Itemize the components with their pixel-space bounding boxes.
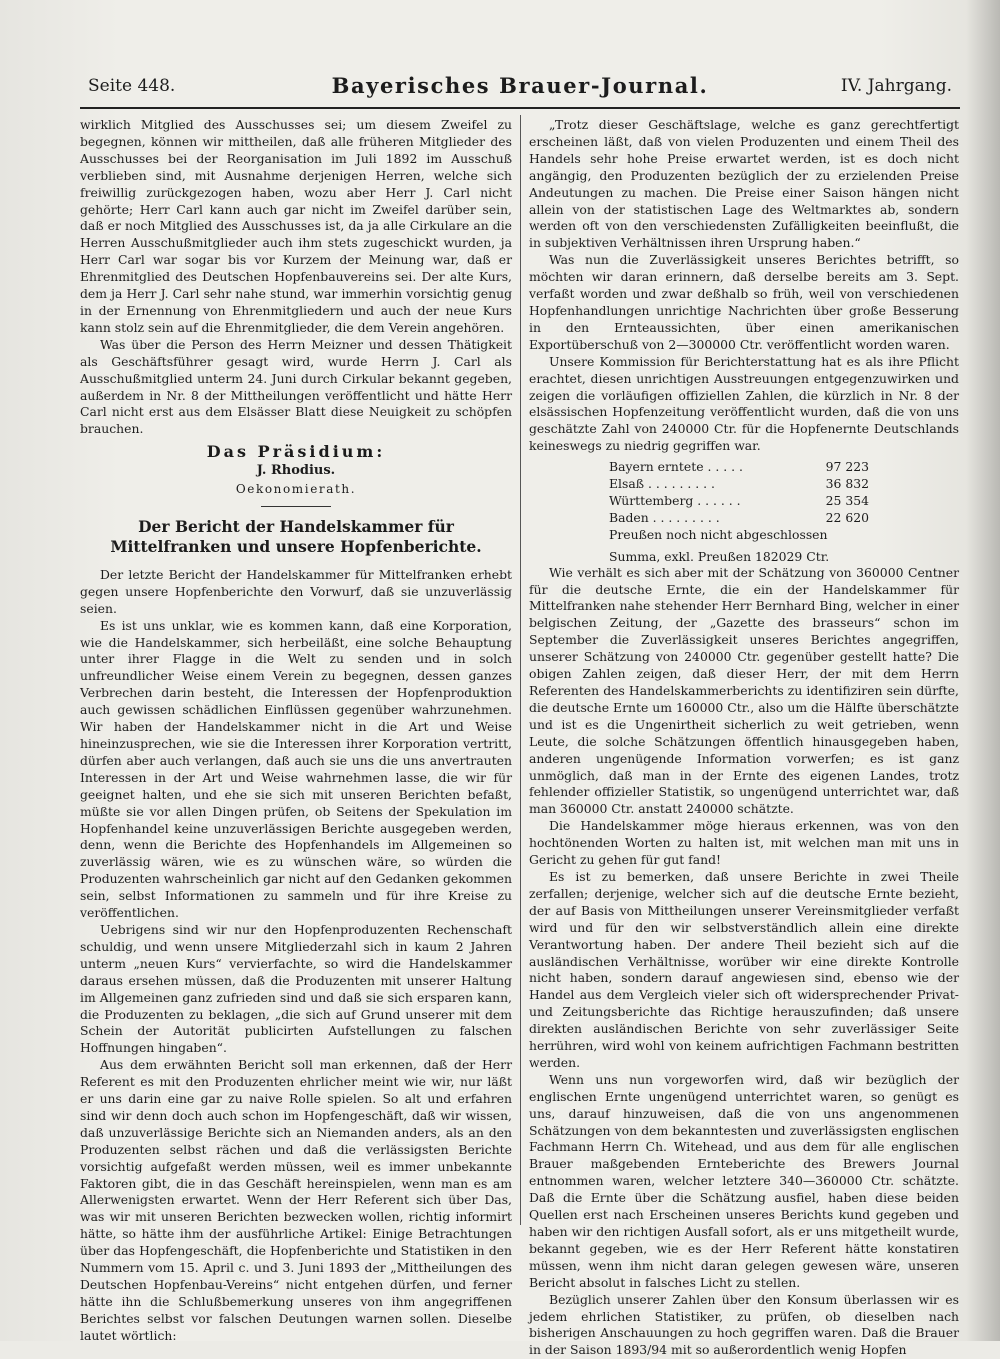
row-label: Elsaß . . . . . . . . . (609, 476, 715, 492)
row-value: 97 223 (825, 459, 869, 475)
page-header (88, 73, 952, 106)
paragraph: Unsere Kommission für Berichterstattung hat es als ihre Pflicht erachtet, diesen unrichtigen Ausstreuungen entgegenzuwirken und zeigen die vorläufigen offiziellen Zahlen, die kürzlich in Nr. 8 der elsässischen Hopfenzeitung veröffentlicht wurden, daß die von uns geschätzte Zahl von 240000 Ctr. für die Hopfenernte Deutschlands keineswegs zu niedrig gegriffen war. (529, 353, 959, 454)
harvest-total: Summa, exkl. Preußen 182029 Ctr. (609, 548, 830, 564)
paragraph: Die Handelskammer möge hieraus erkennen, was von den hochtönenden Worten zu halten ist, mit welchen man mit uns in Gericht zu gehen für gut fand! (529, 818, 959, 868)
quoted-paragraph: „Trotz dieser Geschäftslage, welche es ganz gerechtfertigt erscheinen läßt, daß von vielen Produzenten und einem Theil des Handels sehr hohe Preise erwartet werden, ist es doch nicht angängig, den Produzenten bezüglich der zu erzielenden Preise Andeutungen zu machen. Die Preise einer Saison hängen nicht allein von der statistischen Lage des Weltmarktes ab, sondern werden oft von den verschiedensten Zufälligkeiten beeinflußt, die in subjektiven Verhältnissen ihren Ursprung haben.“ (529, 117, 959, 251)
paragraph: wirklich Mitglied des Ausschusses sei; um diesem Zweifel zu begegnen, können wir mittheilen, daß alle früheren Mitglieder des Ausschusses bei der Reorganisation im Juli 1892 im Ausschuß verblieben sind, mit Ausnahme derjenigen Herren, welche sich freiwillig zurückgezogen haben, wozu aber Herr J. Carl nicht gehörte; Herr Carl kann auch gar nicht im Zweifel darüber sein, daß er noch Mitglied des Ausschusses ist, da ja alle Cirkulare an die Herren Ausschußmitglieder auch ihm stets zugeschickt wurden, ja Herr Carl war sogar bis vor Kurzem der Meinung war, daß er Ehrenmitglied des Deutschen Hopfenbauvereins sei. Der alte Kurs, dem ja Herr J. Carl sehr nahe stund, war immerhin vorsichtig genug in der Ernennung von Ehrenmitgliedern und auch der neue Kurs kann stolz sein auf die Ehrenmitglieder, die dem Verein angehören. (80, 117, 512, 335)
paragraph: Wie verhält es sich aber mit der Schätzung von 360000 Centner für die deutsche Ernte, die ein der Handelskammer für Mittelfranken nahe stehender Herr Bernhard Bing, welcher in einer belgischen Zeitung, der „Gazette des brasseurs“ schon im September die Zuverlässigkeit unseres Berichtes angegriffen, unserer Schätzung von 240000 Ctr. gegenüber gestellt hatte? Die obigen Zahlen zeigen, daß dieser Herr, der mit dem Herrn Referenten des Handelskammerberichts zu identifiziren sein dürfte, die deutsche Ernte um 160000 Ctr., also um die Hälfte überschätzte und ist es die Ungenirtheit sicherlich zu weit getrieben, wenn Leute, die solche Schätzungen öffentlich hinausgegeben haben, anderen ungenügende Information vorwerfen; es ist ganz unmöglich, daß man in der Ernte des eigenen Landes, trotz fehlender offizieller Statistik, so ungenügend unterrichtet war, daß man 360000 Ctr. anstatt 240000 schätzte. (529, 564, 959, 817)
row-value: 36 832 (825, 476, 869, 492)
column-divider (520, 115, 521, 1225)
paragraph: Bezüglich unserer Zahlen über den Konsum überlassen wir es jedem ehrlichen Statistiker, zu prüfen, ob dieselben nach bisherigen Anschauungen zu hoch gegriffen waren. Daß die Brauer in der Saison 1893/94 mit so außerordentlich wenig Hopfen (529, 1291, 959, 1358)
paragraph: Der letzte Bericht der Handelskammer für Mittelfranken erhebt gegen unsere Hopfenberichte den Vorwurf, daß sie unzuverlässig seien. (80, 566, 512, 616)
signature-role: Oekonomierath. (235, 482, 357, 497)
harvest-table (609, 459, 869, 544)
row-label: Baden . . . . . . . . . (609, 509, 720, 525)
paragraph: Aus dem erwähnten Bericht soll man erkennen, daß der Herr Referent es mit den Produzenten ehrlicher meint wie wir, nur läßt er uns darin eine gar zu naive Rolle spielen. So alt und erfahren sind wir denn doch auch schon im Hopfengeschäft, daß wir wissen, daß unzuverlässige Berichte sich an Niemanden anders, als an den Produzenten selbst rächen und daß die verlässigsten Berichte vorsichtig aufgefaßt werden müssen, weil es immer unbekannte Faktoren gibt, die in das Geschäft hereinspielen, wenn man es am Allerwenigsten erwartet. Wenn der Herr Referent sich über Das, was wir mit unseren Berichten bezwecken wollen, richtig informirt hätte, so hätte ihm der ausführliche Artikel: Einige Betrachtungen über das Hopfengeschäft, die Hopfenberichte und Statistiken in den Nummern vom 15. April c. und 3. Juni 1893 der „Mittheilungen des Deutschen Hopfenbau-Vereins“ nicht entgehen dürfen, und ferner hätte ihn die Schlußbemerkung unseres von ihm angegriffenen Berichtes selbst vor falschen Deutungen warnen sollen. Dieselbe lautet wörtlich: (80, 1057, 512, 1343)
table-row (609, 493, 869, 510)
journal-title: Bayerisches Brauer-Journal. (331, 73, 709, 98)
paragraph: Was über die Person des Herrn Meizner und dessen Thätigkeit als Geschäftsführer gesagt wird, wurde Herrn J. Carl als Ausschußmitglied unterm 24. Juni durch Cirkular bekannt gegeben, außerdem in Nr. 8 der Mittheilungen veröffentlicht und hätte Herr Carl nicht erst aus dem Elsässer Blatt diese Neuigkeit zu schöpfen brauchen. (80, 336, 512, 437)
table-row (609, 459, 869, 476)
header-rule (80, 107, 960, 109)
paragraph: Es ist zu bemerken, daß unsere Berichte in zwei Theile zerfallen; derjenige, welcher sich auf die deutsche Ernte bezieht, der auf Basis von Mittheilungen unserer Vereinsmitglieder verfaßt wird und für den wir selbstverständlich allein eine direkte Verantwortung haben. Der andere Theil bezieht sich auf die ausländischen Verhältnisse, worüber wir eine direkte Kontrolle nicht haben, sondern darauf angewiesen sind, ebenso wie der Handel aus dem Vergleich vieler sich oft widersprechender Privat- und Zeitungsberichte das Richtige herauszufinden; daß unsere direkten ausländischen Berichte von sehr zuverlässiger Seite herrühren, wird wohl von keinem aufrichtigen Fachmann bestritten werden. (529, 868, 959, 1070)
row-value: 22 620 (825, 509, 869, 525)
section-separator (261, 506, 331, 507)
article-title: Der Bericht der Handelskammer für Mittelfranken und unsere Hopfenberichte. (110, 516, 482, 556)
signature-name: J. Rhodius. (256, 463, 336, 479)
table-row (609, 476, 869, 493)
row-label: Württemberg . . . . . . (609, 492, 741, 508)
table-row (609, 510, 869, 527)
paragraph: Was nun die Zuverlässigkeit unseres Berichtes betrifft, so möchten wir daran erinnern, daß derselbe bereits am 3. Sept. verfaßt worden und zwar deßhalb so früh, weil von verschiedenen Hopfenhandlungen unrichtige Nachrichten über große Besserung in den Ernteaussichten, über einen amerikanischen Exportüberschuß von 2—300000 Ctr. veröffentlicht worden waren. (529, 252, 959, 352)
row-value: 25 354 (825, 492, 869, 508)
signature-block (80, 444, 512, 498)
right-column (529, 117, 959, 1359)
row-label: Preußen noch nicht abgeschlossen (609, 526, 828, 542)
paragraph: Wenn uns nun vorgeworfen wird, daß wir bezüglich der englischen Ernte ungenügend unterrichtet waren, so genügt es uns, darauf hinzuweisen, daß die von uns angenommenen Schätzungen von dem bekanntesten und zuverlässigsten englischen Fachmann Herrn Ch. Witehead, und aus dem für alle englischen Brauer maßgebenden Ernteberichte des Brewers Journal entnommen waren, welcher letztere 340—360000 Ctr. schätzte. Daß die Ernte über die Schätzung ausfiel, haben diese beiden Quellen erst nach Erscheinen unseres Berichts kund gegeben und haben wir den richtigen Ausfall sofort, als er uns mitgetheilt wurde, bekannt gegeben, wie es der Herr Referent hätte konstatiren müssen, wenn ihm nicht daran gelegen gewesen wäre, unseren Bericht absolut in falsches Licht zu stellen. (529, 1071, 959, 1290)
table-row (609, 527, 869, 544)
left-column (80, 117, 512, 1345)
signature-title: Das Präsidium: (206, 442, 386, 462)
volume-label: IV. Jahrgang. (840, 76, 952, 96)
page-edge-shadow (966, 0, 1000, 1341)
row-label: Bayern erntete . . . . . (609, 459, 743, 475)
page-number: Seite 448. (88, 76, 176, 96)
paragraph: Uebrigens sind wir nur den Hopfenproduzenten Rechenschaft schuldig, und wenn unsere Mitgliederzahl sich in kaum 2 Jahren unterm „neuen Kurs“ vervierfachte, so wird die Handelskammer daraus ersehen müssen, daß die Produzenten mit unserer Haltung im Allgemeinen ganz zufrieden sind und daß sie sich ersparen kann, die Produzenten zu beklagen, „die sich auf Grund unserer mit dem Schein der Autorität publicirten Aufstellungen zu falschen Hoffnungen hingaben“. (80, 921, 512, 1056)
paragraph: Es ist uns unklar, wie es kommen kann, daß eine Korporation, wie die Handelskammer, sich herbeiläßt, eine solche Behauptung unter ihrer Flagge in die Welt zu senden und in solch unfreundlicher Weise einem Verein zu begegnen, dessen ganzes Verbrechen darin besteht, die Interessen der Hopfenproduktion auch gewissen schädlichen Einflüssen gegenüber wahrzunehmen. Wir haben der Handelskammer nicht in die Art und Weise hineinzusprechen, wie sie die Interessen ihrer Korporation vertritt, dürfen aber auch verlangen, daß auch sie uns die uns anvertrauten Interessen in der Art und Weise wahrnehmen lasse, die wir für geeignet halten, und ehe sie sich mit unseren Berichten befaßt, müßte sie vor allen Dingen prüfen, ob Seitens der Spekulation im Hopfenhandel keine unzuverlässigen Berichte ausgegeben werden, denn, wenn die Berichte des Hopfenhandels im Allgemeinen so zuverlässig wären, wie es zu wünschen wäre, so würden die Produzenten wahrscheinlich gar nicht auf den Gedanken gekommen sein, selbst Informationen zu sammeln und für ihre Kreise zu veröffentlichen. (80, 617, 512, 921)
